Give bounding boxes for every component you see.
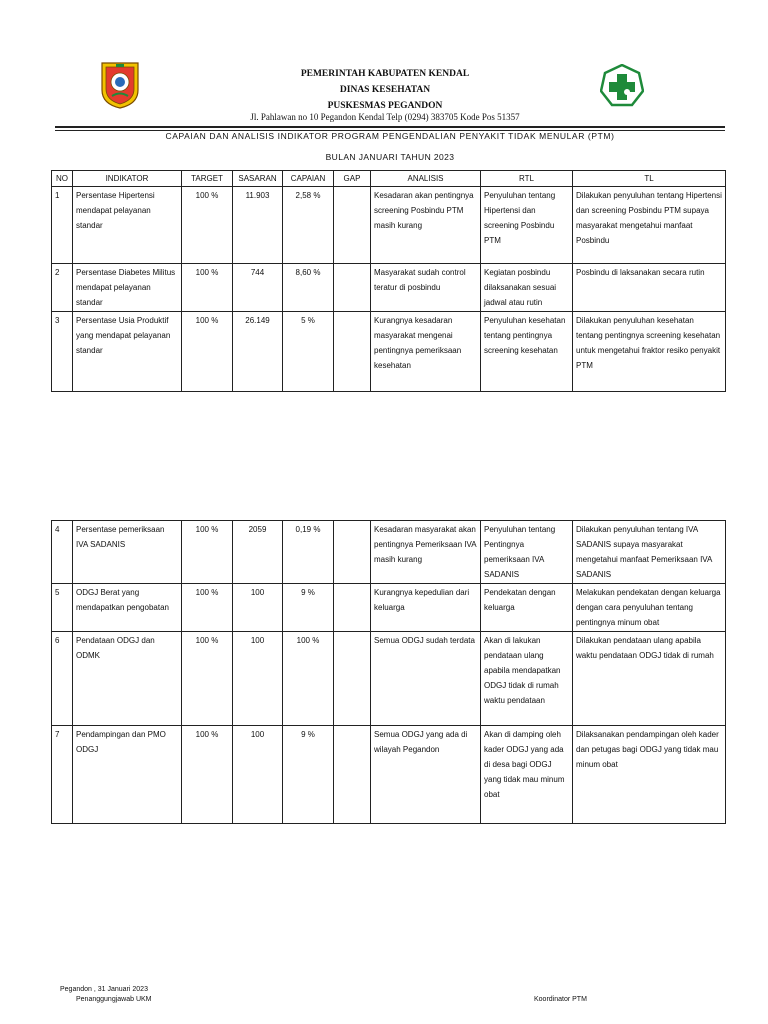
cell-no: 3 <box>52 312 73 392</box>
letterhead <box>150 66 620 114</box>
cell-gap <box>334 726 371 824</box>
cell-indikator: ODGJ Berat yang mendapatkan pengobatan <box>73 584 182 632</box>
cell-analisis: Masyarakat sudah control teratur di posbindu <box>371 264 481 312</box>
cell-gap <box>334 632 371 726</box>
letterhead-divider <box>55 126 725 128</box>
cell-analisis: Kesadaran masyarakat akan pentingnya Pemeriksaan IVA masih kurang <box>371 521 481 584</box>
cell-gap <box>334 312 371 392</box>
cell-analisis: Semua ODGJ yang ada di wilayah Pegandon <box>371 726 481 824</box>
cell-rtl: Akan di damping oleh kader ODGJ yang ada di desa bagi ODGJ yang tidak mau minum obat <box>481 726 573 824</box>
header-rtl: RTL <box>481 171 573 187</box>
cell-no: 1 <box>52 187 73 264</box>
document-subtitle: BULAN JANUARI TAHUN 2023 <box>325 152 455 162</box>
cell-capaian: 8,60 % <box>283 264 334 312</box>
cell-target: 100 % <box>182 726 233 824</box>
cell-rtl: Akan di lakukan pendataan ulang apabila mendapatkan ODGJ tidak di rumah waktu pendataan <box>481 632 573 726</box>
cell-target: 100 % <box>182 521 233 584</box>
cell-rtl: Penyuluhan tentang Pentingnya pemeriksaan IVA SADANIS <box>481 521 573 584</box>
cell-sasaran: 100 <box>233 584 283 632</box>
cell-no: 5 <box>52 584 73 632</box>
cell-gap <box>334 584 371 632</box>
document-title: CAPAIAN DAN ANALISIS INDIKATOR PROGRAM PENGENDALIAN PENYAKIT TIDAK MENULAR (PTM) <box>165 131 615 141</box>
header-no: NO <box>52 171 73 187</box>
cell-indikator: Persentase Diabetes Militus mendapat pelayanan standar <box>73 264 182 312</box>
cell-capaian: 2,58 % <box>283 187 334 264</box>
cell-no: 4 <box>52 521 73 584</box>
footer-left-role: Penanggungjawab UKM <box>76 996 152 1003</box>
cell-analisis: Kurangnya kepedulian dari keluarga <box>371 584 481 632</box>
cell-capaian: 5 % <box>283 312 334 392</box>
kendal-regency-emblem-icon <box>98 60 142 110</box>
cell-indikator: Pendataan ODGJ dan ODMK <box>73 632 182 726</box>
footer-place-date: Pegandon , 31 Januari 2023 <box>60 986 148 993</box>
cell-rtl: Penyuluhan tentang Hipertensi dan screening Posbindu PTM <box>481 187 573 264</box>
cell-capaian: 9 % <box>283 584 334 632</box>
cell-tl: Dilakukan penyuluhan tentang IVA SADANIS supaya masyarakat mengetahui manfaat Pemeriksaan IVA SADANIS <box>573 521 726 584</box>
cell-gap <box>334 187 371 264</box>
cell-indikator: Persentase Usia Produktif yang mendapat pelayanan standar <box>73 312 182 392</box>
cell-no: 6 <box>52 632 73 726</box>
cell-sasaran: 100 <box>233 632 283 726</box>
table-row <box>52 264 726 312</box>
table-row <box>52 521 726 584</box>
cell-sasaran: 26.149 <box>233 312 283 392</box>
indicator-table-part-2 <box>51 520 726 824</box>
indicator-table-part-1 <box>51 170 726 392</box>
letterhead-puskesmas: PUSKESMAS PEGANDON <box>327 101 443 111</box>
cell-tl: Dilakukan penyuluhan tentang Hipertensi dan screening Posbindu PTM supaya masyarakat mengetahui manfaat Posbindu <box>573 187 726 264</box>
cell-capaian: 0,19 % <box>283 521 334 584</box>
table-row <box>52 726 726 824</box>
letterhead-government: PEMERINTAH KABUPATEN KENDAL <box>300 69 470 79</box>
letterhead-address: Jl. Pahlawan no 10 Pegandon Kendal Telp (0294) 383705 Kode Pos 51357 <box>250 112 520 122</box>
cell-indikator: Persentase Hipertensi mendapat pelayanan standar <box>73 187 182 264</box>
cell-tl: Dilakukan pendataan ulang apabila waktu pendataan ODGJ tidak di rumah <box>573 632 726 726</box>
cell-no: 2 <box>52 264 73 312</box>
cell-target: 100 % <box>182 187 233 264</box>
cell-target: 100 % <box>182 584 233 632</box>
cell-analisis: Kesadaran akan pentingnya screening Posbindu PTM masih kurang <box>371 187 481 264</box>
cell-target: 100 % <box>182 632 233 726</box>
cell-rtl: Pendekatan dengan keluarga <box>481 584 573 632</box>
table-header-row <box>52 171 726 187</box>
cell-analisis: Semua ODGJ sudah terdata <box>371 632 481 726</box>
cell-sasaran: 11.903 <box>233 187 283 264</box>
footer-right-role: Koordinator PTM <box>534 996 587 1003</box>
cell-tl: Dilakukan penyuluhan kesehatan tentang pentingnya screening kesehatan untuk mengetahui fraktor resiko penyakit PTM <box>573 312 726 392</box>
table-row <box>52 187 726 264</box>
header-gap: GAP <box>334 171 371 187</box>
header-tl: TL <box>573 171 726 187</box>
header-target: TARGET <box>182 171 233 187</box>
cell-tl: Posbindu di laksanakan secara rutin <box>573 264 726 312</box>
cell-sasaran: 2059 <box>233 521 283 584</box>
cell-indikator: Pendampingan dan PMO ODGJ <box>73 726 182 824</box>
header-analisis: ANALISIS <box>371 171 481 187</box>
header-indikator: INDIKATOR <box>73 171 182 187</box>
cell-gap <box>334 521 371 584</box>
table-row <box>52 584 726 632</box>
cell-rtl: Penyuluhan kesehatan tentang pentingnya screening kesehatan <box>481 312 573 392</box>
cell-indikator: Persentase pemeriksaan IVA SADANIS <box>73 521 182 584</box>
cell-target: 100 % <box>182 312 233 392</box>
cell-gap <box>334 264 371 312</box>
cell-analisis: Kurangnya kesadaran masyarakat mengenai pentingnya pemeriksaan kesehatan <box>371 312 481 392</box>
cell-no: 7 <box>52 726 73 824</box>
cell-target: 100 % <box>182 264 233 312</box>
table-row <box>52 632 726 726</box>
cell-tl: Melakukan pendekatan dengan keluarga dengan cara penyuluhan tentang pentingnya minum obat <box>573 584 726 632</box>
header-sasaran: SASARAN <box>233 171 283 187</box>
cell-rtl: Kegiatan posbindu dilaksanakan sesuai jadwal atau rutin <box>481 264 573 312</box>
cell-capaian: 100 % <box>283 632 334 726</box>
cell-sasaran: 744 <box>233 264 283 312</box>
header-capaian: CAPAIAN <box>283 171 334 187</box>
letterhead-agency: DINAS KESEHATAN <box>339 85 431 95</box>
table-row <box>52 312 726 392</box>
cell-capaian: 9 % <box>283 726 334 824</box>
cell-tl: Dilaksanakan pendampingan oleh kader dan petugas bagi ODGJ yang tidak mau minum obat <box>573 726 726 824</box>
cell-sasaran: 100 <box>233 726 283 824</box>
